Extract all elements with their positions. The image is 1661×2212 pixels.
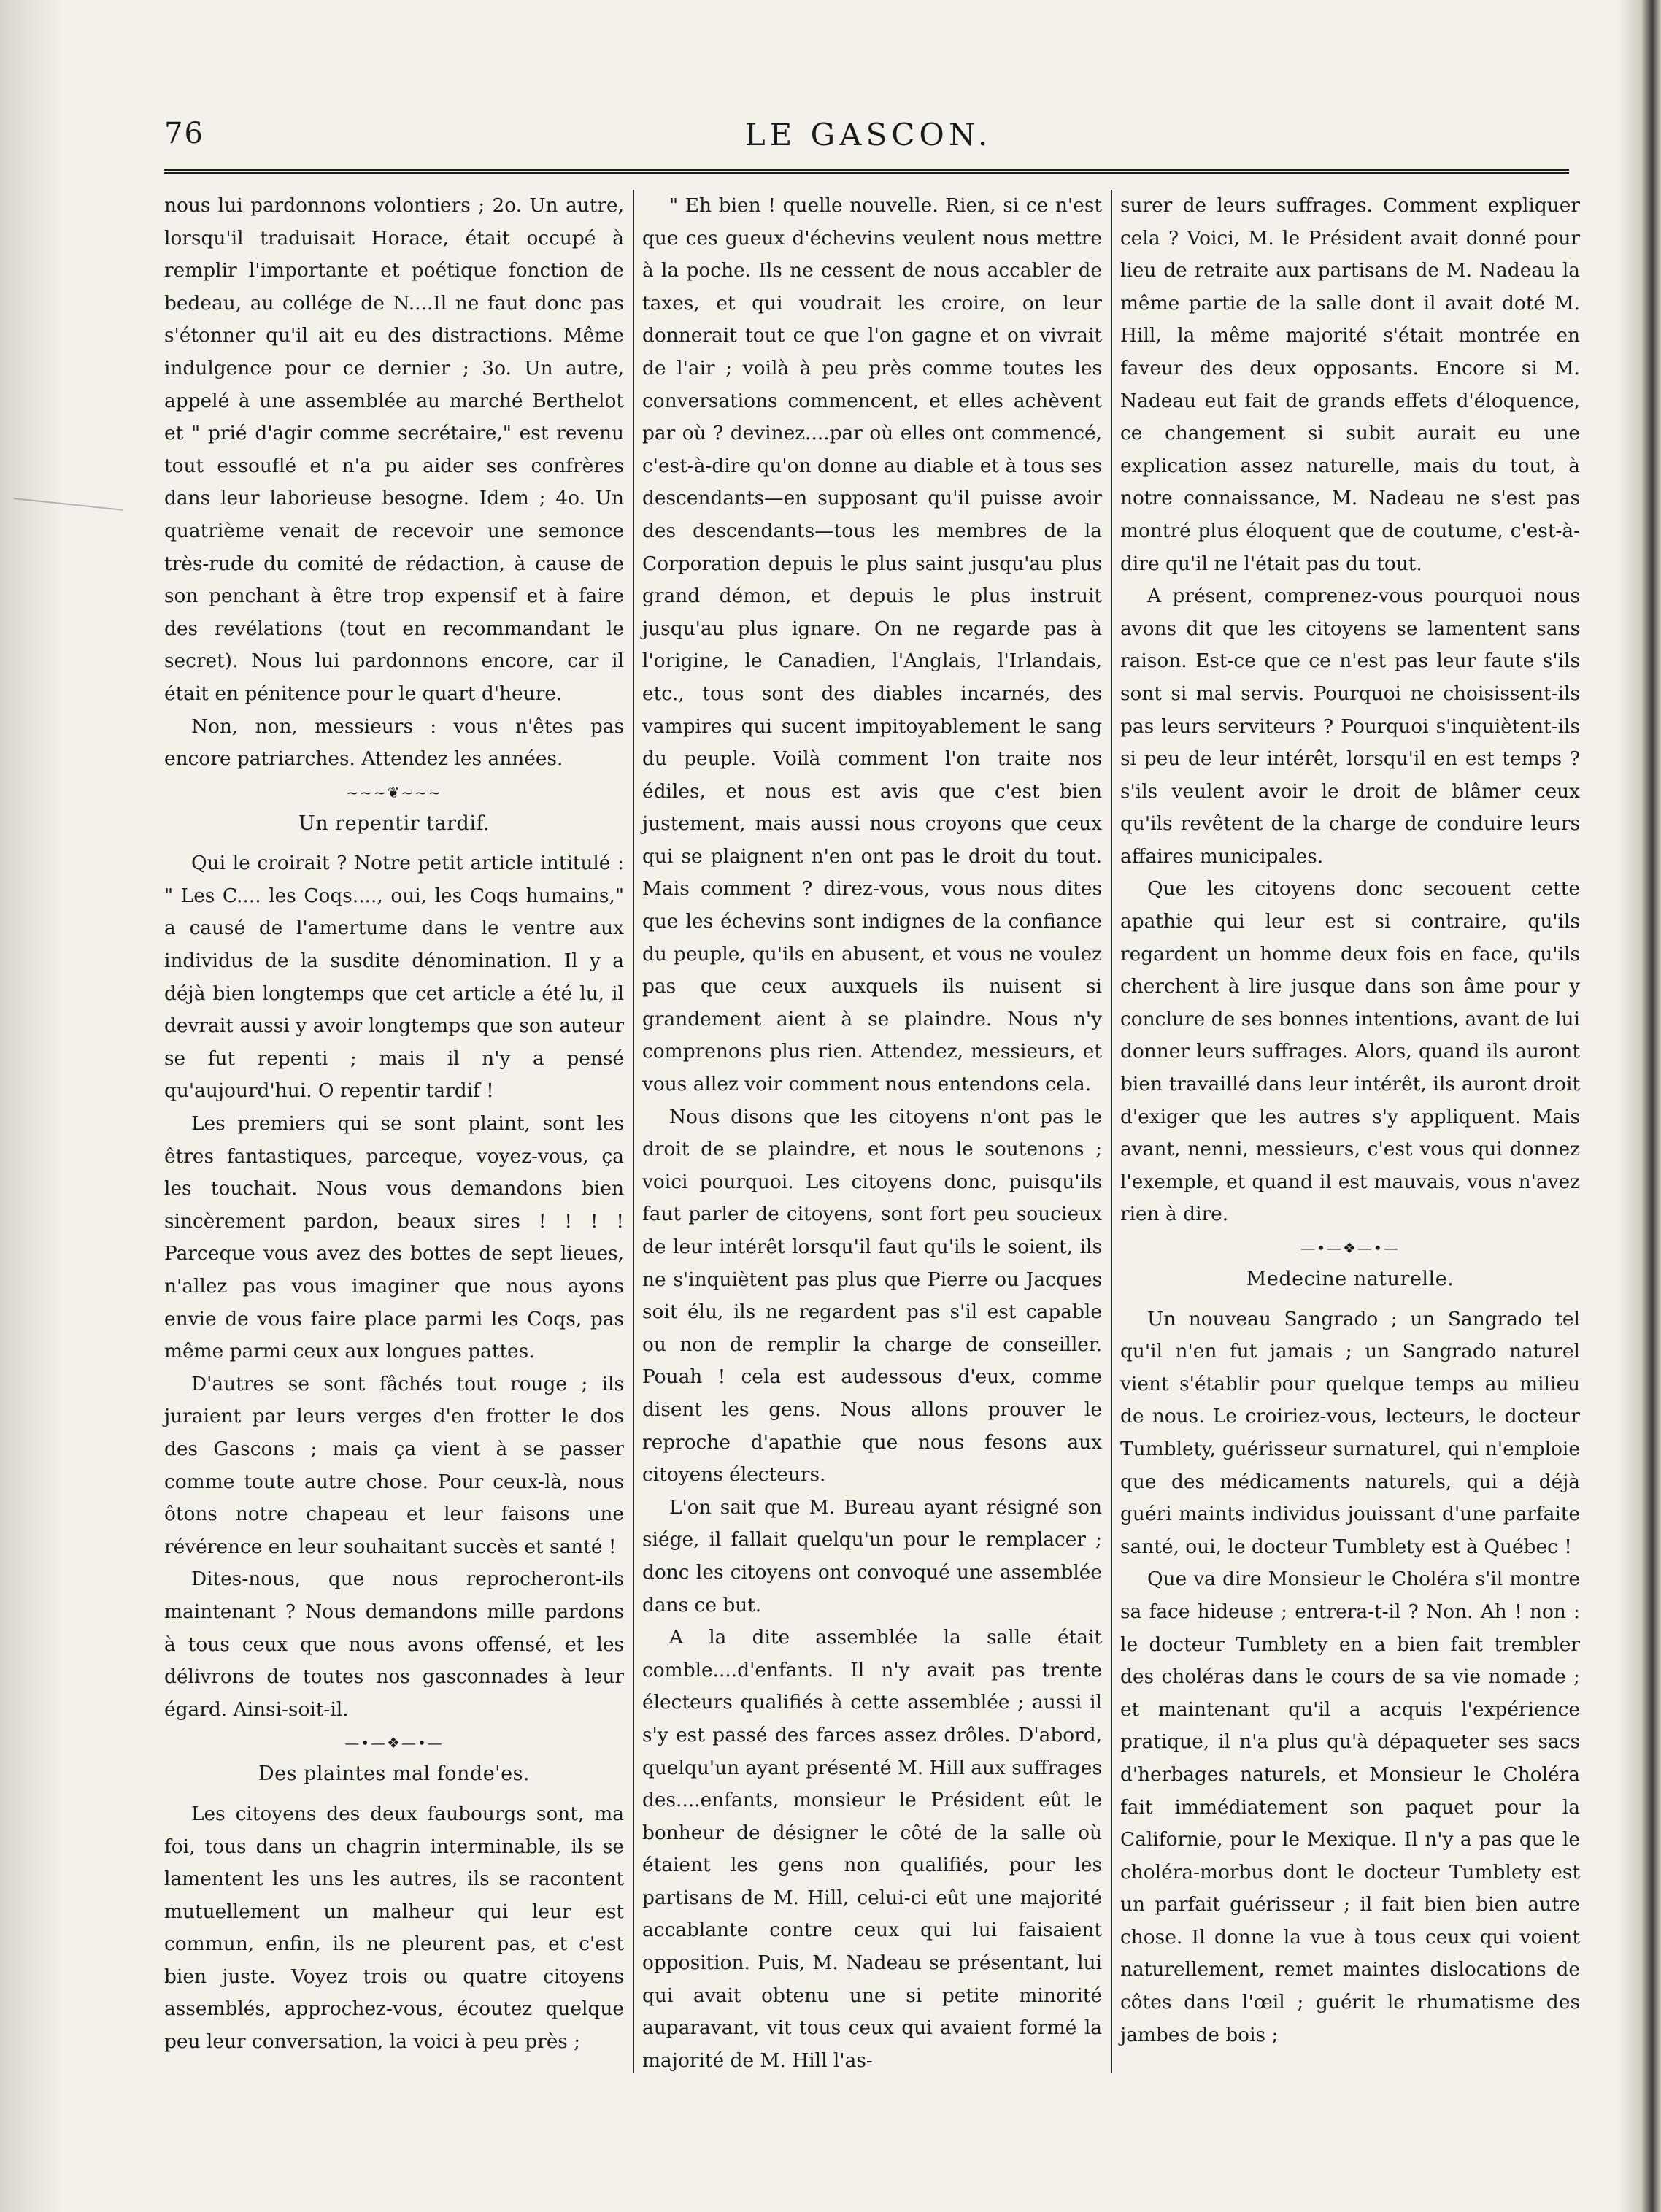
paragraph: surer de leurs suffrages. Comment expliquer cela ? Voici, M. le Président avait donné pour lieu de retraite aux partisans de M. Nadeau la même partie de la salle dont il avait doté M. Hill, la même majorité s'était montrée en faveur des deux opposants. Encore si M. Nadeau eut fait de grands effets d'éloquence, ce changement si subit aurait eu une explication assez naturelle, mais du tout, à notre connaissance, M. Nadeau ne s'est pas montré plus éloquent que de coutume, c'est-à-dire qu'il ne l'était pas du tout. bbox=[1120, 194, 1580, 575]
paragraph: Que va dire Monsieur le Choléra s'il montre sa face hideuse ; entrera-t-il ? Non. Ah ! non : le docteur Tumblety en a bien fait trembler des choléras dans le cours de sa vie nomade ; et maintenant qu'il a acquis l'expérience pratique, il n'a plus qu'à dépaqueter ses sacs d'herbages naturels, et Monsieur le Choléra fait immédiatement son paquet pour la Californie, pour le Mexique. Il n'y a pas que le choléra-morbus dont le docteur Tumblety est un parfait guérisseur ; il fait bien bien autre chose. Il donne la vue à tous ceux qui voient naturellement, remet maintes dislocations de côtes dans l'œil ; guérit le rhumatisme des jambes de bois ; bbox=[1120, 1568, 1580, 2046]
paragraph: Les citoyens des deux faubourgs sont, ma foi, tous dans un chagrin interminable, ils se lamentent les uns les autres, ils se racontent mutuellement un malheur qui leur est commun, enfin, ils ne pleurent pas, et c'est bien juste. Voyez trois ou quatre citoyens assemblés, approchez-vous, écoutez quelque peu leur conversation, la voici à peu près ; bbox=[164, 1802, 624, 2054]
paragraph: Nous disons que les citoyens n'ont pas le droit de se plaindre, et nous le soutenons ; voici pourquoi. Les citoyens donc, puisqu'ils faut parler de citoyens, sont fort peu soucieux de leur intérêt lorsqu'il faut qu'ils le soient, ils ne s'inquiètent pas plus que Pierre ou Jacques soit élu, ils ne regardent pas s'il est capable ou non de remplir la charge de conseiller. Pouah ! cela est audessous d'eux, comme disent les gens. Nous allons prouver le reproche d'apathie que nous fesons aux citoyens électeurs. bbox=[642, 1105, 1102, 1487]
paragraph: D'autres se sont fâchés tout rouge ; ils juraient par leurs verges d'en frotter le dos des Gascons ; mais ça vient à se passer comme toute autre chose. Pour ceux-là, nous ôtons notre chapeau et leur faisons une révérence en leur souhaitant succès et santé ! bbox=[164, 1372, 624, 1558]
paragraph: Un nouveau Sangrado ; un Sangrado tel qu'il n'en fut jamais ; un Sangrado naturel vient s'établir pour quelque temps au milieu de nous. Le croiriez-vous, lecteurs, le docteur Tumblety, guérisseur surnaturel, qui n'emploie que des médicaments naturels, qui a déjà guéri maints individus jouissant d'une parfaite santé, oui, le docteur Tumblety est à Québec ! bbox=[1120, 1307, 1580, 1558]
column-3 bbox=[1120, 190, 1580, 2058]
paragraph: Dites-nous, que nous reprocheront-ils maintenant ? Nous demandons mille pardons à tous ceux que nous avons offensé, et les délivrons de toutes nos gasconnades à leur égard. Ainsi-soit-il. bbox=[164, 1568, 624, 1721]
paragraph: nous lui pardonnons volontiers ; 2o. Un autre, lorsqu'il traduisait Horace, était occupé à remplir l'importante et poétique fonction de bedeau, au collége de N....Il ne faut donc pas s'étonner qu'il ait eu des distractions. Même indulgence pour ce dernier ; 3o. Un autre, appelé à une assemblée au marché Berthelot et " prié d'agir comme secrétaire," est revenu tout essouflé et n'a pu aider ses confrères dans leur laborieuse besogne. Idem ; 4o. Un quatrième venait de recevoir une semonce très-rude du comité de rédaction, à cause de son penchant à être trop expensif et à faire des revélations (tout en recommandant le secret). Nous lui pardonnons encore, car il était en pénitence pour le quart d'heure. bbox=[164, 194, 624, 705]
section-ornament: ~~~❦~~~ bbox=[346, 783, 442, 801]
section-title: Medecine naturelle. bbox=[1246, 1268, 1454, 1290]
scan-right-edge bbox=[1617, 0, 1661, 2212]
article-columns bbox=[164, 190, 1580, 2072]
column-1 bbox=[164, 190, 624, 2058]
section-title: Un repentir tardif. bbox=[298, 812, 490, 835]
header-rule bbox=[164, 169, 1569, 174]
paragraph: A présent, comprenez-vous pourquoi nous avons dit que les citoyens se lamentent sans raison. Est-ce que ce n'est pas leur faute s'ils sont si mal servis. Pourquoi ne choisissent-ils pas leurs serviteurs ? Pourquoi s'inquiètent-ils si peu de leur intérêt, lorsqu'il en est temps ? s'ils veulent avoir le droit de blâmer ceux qu'ils revêtent de la charge de conduire leurs affaires municipales. bbox=[1120, 585, 1580, 868]
section-ornament: —•—❖—•— bbox=[344, 1734, 444, 1752]
section-ornament: —•—❖—•— bbox=[1300, 1239, 1400, 1257]
scan-left-edge bbox=[0, 0, 66, 2212]
page-header bbox=[164, 117, 1573, 168]
section-title: Des plaintes mal fonde'es. bbox=[258, 1762, 531, 1786]
paragraph: A la dite assemblée la salle était comble....d'enfants. Il n'y avait pas trente électeurs qualifiés à cette assemblée ; aussi il s'y est passé des farces assez drôles. D'abord, quelqu'un ayant présenté M. Hill aux suffrages des....enfants, monsieur le Président eût le bonheur de désigner le côté de la salle où étaient les gens non qualifiés, pour les partisans de M. Hill, celui-ci eût une majorité accablante contre ceux qui lui faisaient opposition. Puis, M. Nadeau se présentant, lui qui avait obtenu une si petite minorité auparavant, vit tous ceux qui avaient formé la majorité de M. Hill l'as- bbox=[642, 1626, 1102, 2072]
paragraph: L'on sait que M. Bureau ayant résigné son siége, il fallait quelqu'un pour le remplacer ; donc les citoyens ont convoqué une assemblée dans ce but. bbox=[642, 1495, 1102, 1616]
paragraph: Les premiers qui se sont plaint, sont les êtres fantastiques, parceque, voyez-vous, ça les touchait. Nous vous demandons bien sincèrement pardon, beaux sires ! ! ! ! Parceque vous avez des bottes de sept lieues, n'allez pas vous imaginer que nous ayons envie de vous faire place parmi les Coqs, pas même parmi ceux aux longues pattes. bbox=[164, 1112, 624, 1363]
paragraph: Non, non, messieurs : vous n'êtes pas encore patriarches. Attendez les années. bbox=[164, 714, 624, 771]
column-divider bbox=[633, 190, 634, 2073]
column-divider bbox=[1111, 190, 1112, 2073]
paragraph: Qui le croirait ? Notre petit article intitulé : " Les C.... les Coqs...., oui, les Coqs humains," a causé de l'amertume dans le ventre aux individus de la susdite dénomination. Il y a déjà bien longtemps que cet article a été lu, il devrait aussi y avoir longtemps que son auteur se fut repenti ; mais il n'y a pensé qu'aujourd'hui. O repentir tardif ! bbox=[164, 852, 624, 1103]
paragraph: " Eh bien ! quelle nouvelle. Rien, si ce n'est que ces gueux d'échevins veulent nous mettre à la poche. Ils ne cessent de nous accabler de taxes, et qui voudrait les croire, on leur donnerait tout ce que l'on gagne et on vivrait de l'air ; voilà à peu près comme toutes les conversations commencent, et elles achèvent par où ? devinez....par où elles ont commencé, c'est-à-dire qu'on donne au diable et à tous ses descendants—en supposant qu'il puisse avoir des descendants—tous les membres de la Corporation depuis le plus saint jusqu'au plus grand démon, et depuis le plus instruit jusqu'au plus ignare. On ne regarde pas à l'origine, le Canadien, l'Anglais, l'Irlandais, etc., tous sont des diables incarnés, des vampires qui sucent impitoyablement le sang du peuple. Voilà comment l'on traite nos édiles, et nous est avis que c'est bien justement, mais aussi nous croyons que ceux qui se plaignent n'en ont pas le droit du tout. Mais comment ? direz-vous, vous nous dites que les échevins sont indignes de la confiance du peuple, qu'ils en abusent, et vous ne voulez pas que ceux auxquels ils nuisent si grandement aient à se plaindre. Nous n'y comprenons plus rien. Attendez, messieurs, et vous allez voir comment nous entendons cela. bbox=[642, 194, 1102, 1096]
page-number: 76 bbox=[164, 117, 204, 150]
column-2 bbox=[642, 190, 1102, 2072]
paragraph: Que les citoyens donc secouent cette apathie qui leur est si contraire, qu'ils regardent un homme deux fois en face, qu'ils cherchent à lire jusque dans son âme pour y conclure de ses bonnes intentions, avant de lui donner leurs suffrages. Alors, quand ils auront bien travaillé dans leur intérêt, ils auront droit d'exiger que les autres s'y appliquent. Mais avant, nenni, messieurs, c'est vous qui donnez l'exemple, et quand il est mauvais, vous n'avez rien à dire. bbox=[1120, 877, 1580, 1226]
masthead-title: LE GASCON. bbox=[744, 117, 993, 153]
